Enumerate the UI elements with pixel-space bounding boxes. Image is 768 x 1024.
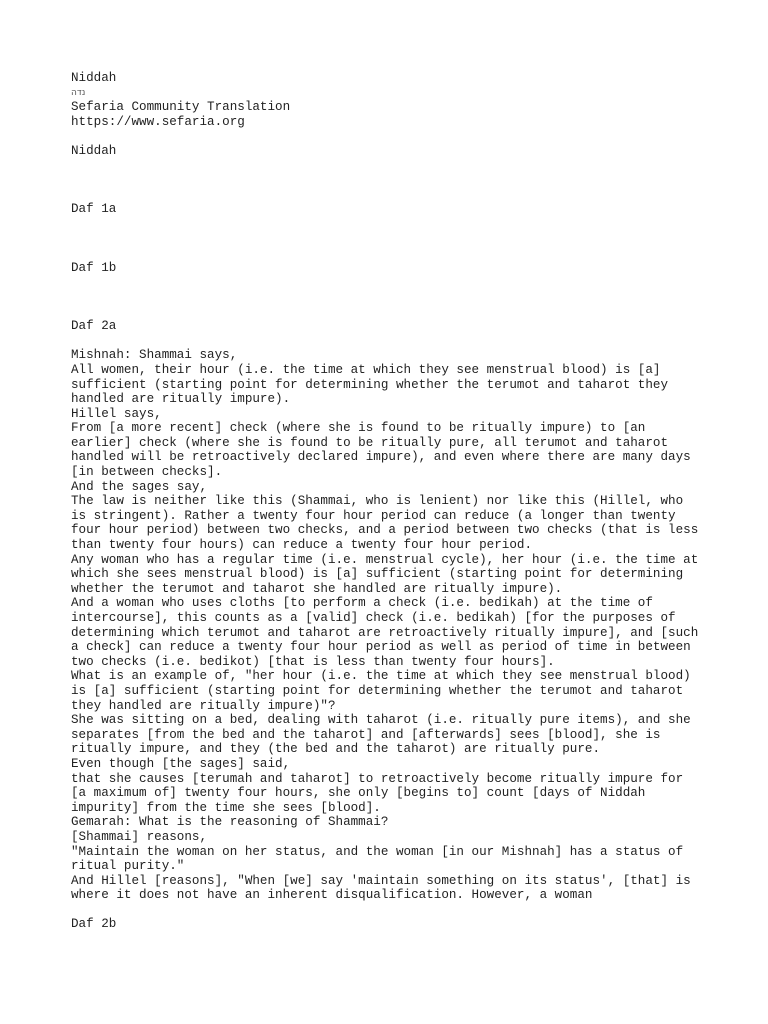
section-heading-daf-2a: Daf 2a	[71, 319, 117, 334]
text-line: Even though [the sages] said,	[71, 756, 291, 771]
text-line: And a woman who uses cloths [to perform a check (i.e. bedikah) at the time of	[71, 596, 653, 611]
text-line: She was sitting on a bed, dealing with taharot (i.e. ritually pure items), and she	[71, 713, 691, 728]
section-heading-daf-1a: Daf 1a	[71, 202, 117, 217]
text-line: sufficient (starting point for determining whether the terumot and taharot they	[71, 377, 669, 392]
spacer	[71, 217, 721, 261]
text-line: handled will be retroactively declared impure), and even where there are many days	[71, 450, 691, 465]
text-line: All women, their hour (i.e. the time at which they see menstrual blood) is [a]	[71, 362, 661, 377]
text-line: four hour period) between two checks, and a period between two checks (that is less	[71, 523, 699, 538]
source-url: https://www.sefaria.org	[71, 114, 245, 129]
spacer	[71, 903, 721, 918]
text-line: "Maintain the woman on her status, and the woman [in our Mishnah] has a status of	[71, 844, 684, 859]
text-line: determining which terumot and taharot are retroactively ritually impure], and [such	[71, 625, 699, 640]
text-line: separates [from the bed and the taharot] and [afterwards] sees [blood], she is	[71, 727, 661, 742]
text-line: And Hillel [reasons], "When [we] say 'maintain something on its status', [that] is	[71, 873, 691, 888]
text-line: than twenty four hours) can reduce a twenty four hour period.	[71, 538, 533, 553]
text-line: impurity] from the time she sees [blood].	[71, 800, 381, 815]
text-line: [a maximum of] twenty four hours, she only [begins to] count [days of Niddah	[71, 786, 646, 801]
book-heading: Niddah	[71, 143, 117, 158]
text-line: two checks (i.e. bedikot) [that is less than twenty four hours].	[71, 654, 555, 669]
document-page	[71, 71, 721, 932]
section-heading-daf-2b: Daf 2b	[71, 917, 117, 932]
text-line: a check] can reduce a twenty four hour period as well as period of time in between	[71, 640, 691, 655]
text-line: Any woman who has a regular time (i.e. menstrual cycle), her hour (i.e. the time at	[71, 552, 699, 567]
text-line: they handled are ritually impure)"?	[71, 698, 336, 713]
text-line: handled are ritually impure).	[71, 392, 291, 407]
body-text	[71, 348, 721, 903]
text-line: Hillel says,	[71, 406, 162, 421]
text-line: that she causes [terumah and taharot] to retroactively become ritually impure for	[71, 771, 684, 786]
document-title: Niddah	[71, 71, 117, 85]
text-line: which she sees menstrual blood) is [a] sufficient (starting point for determining	[71, 567, 684, 582]
text-line: Gemarah: What is the reasoning of Shammai?	[71, 815, 389, 830]
hebrew-title: נדה	[71, 87, 86, 98]
text-line: earlier] check (where she is found to be ritually pure, all terumot and taharot	[71, 435, 669, 450]
spacer	[71, 159, 721, 203]
text-line: is [a] sufficient (starting point for determining whether the terumot and taharot	[71, 683, 684, 698]
text-line: [in between checks].	[71, 465, 223, 480]
spacer	[71, 129, 721, 144]
spacer	[71, 334, 721, 349]
translation-name: Sefaria Community Translation	[71, 100, 291, 115]
text-line: is stringent). Rather a twenty four hour period can reduce (a longer than twenty	[71, 508, 676, 523]
text-line: ritual purity."	[71, 859, 185, 874]
text-line: ritually impure, and they (the bed and the taharot) are ritually pure.	[71, 742, 601, 757]
section-heading-daf-1b: Daf 1b	[71, 260, 117, 275]
text-line: Mishnah: Shammai says,	[71, 348, 238, 363]
text-line: where it does not have an inherent disqualification. However, a woman	[71, 888, 593, 903]
text-line: [Shammai] reasons,	[71, 829, 208, 844]
text-line: intercourse], this counts as a [valid] check (i.e. bedikah) [for the purposes of	[71, 611, 676, 626]
spacer	[71, 275, 721, 319]
text-line: whether the terumot and taharot she handled are ritually impure).	[71, 581, 563, 596]
text-line: From [a more recent] check (where she is found to be ritually impure) to [an	[71, 421, 646, 436]
text-line: And the sages say,	[71, 479, 208, 494]
text-line: What is an example of, "her hour (i.e. the time at which they see menstrual blood)	[71, 669, 691, 684]
text-line: The law is neither like this (Shammai, who is lenient) nor like this (Hillel, who	[71, 494, 684, 509]
